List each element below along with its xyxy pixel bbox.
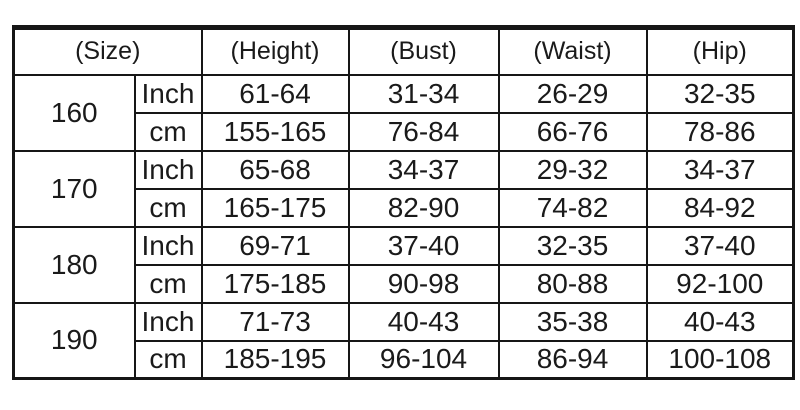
hip-cell: 100-108	[647, 341, 794, 379]
height-cell: 69-71	[202, 227, 349, 265]
bust-cell: 76-84	[349, 113, 499, 151]
hip-cell: 78-86	[647, 113, 794, 151]
height-cell: 175-185	[202, 265, 349, 303]
bust-cell: 34-37	[349, 151, 499, 189]
header-waist: (Waist)	[499, 28, 647, 75]
bust-cell: 31-34	[349, 75, 499, 113]
table-row	[14, 227, 794, 265]
hip-cell: 32-35	[647, 75, 794, 113]
header-hip: (Hip)	[647, 28, 794, 75]
unit-cell: Inch	[135, 303, 202, 341]
unit-cell: Inch	[135, 151, 202, 189]
unit-cell: cm	[135, 265, 202, 303]
waist-cell: 29-32	[499, 151, 647, 189]
hip-cell: 34-37	[647, 151, 794, 189]
hip-cell: 37-40	[647, 227, 794, 265]
unit-cell: Inch	[135, 227, 202, 265]
height-cell: 65-68	[202, 151, 349, 189]
height-cell: 165-175	[202, 189, 349, 227]
waist-cell: 86-94	[499, 341, 647, 379]
height-cell: 61-64	[202, 75, 349, 113]
height-cell: 155-165	[202, 113, 349, 151]
bust-cell: 82-90	[349, 189, 499, 227]
size-cell-190: 190	[14, 303, 135, 379]
header-row	[14, 28, 794, 75]
unit-cell: cm	[135, 341, 202, 379]
hip-cell: 92-100	[647, 265, 794, 303]
size-cell-180: 180	[14, 227, 135, 303]
waist-cell: 26-29	[499, 75, 647, 113]
bust-cell: 40-43	[349, 303, 499, 341]
hip-cell: 84-92	[647, 189, 794, 227]
size-chart-table	[12, 25, 795, 380]
height-cell: 71-73	[202, 303, 349, 341]
unit-cell: cm	[135, 113, 202, 151]
hip-cell: 40-43	[647, 303, 794, 341]
waist-cell: 74-82	[499, 189, 647, 227]
bust-cell: 90-98	[349, 265, 499, 303]
table-row	[14, 75, 794, 113]
unit-cell: Inch	[135, 75, 202, 113]
waist-cell: 32-35	[499, 227, 647, 265]
bust-cell: 37-40	[349, 227, 499, 265]
unit-cell: cm	[135, 189, 202, 227]
height-cell: 185-195	[202, 341, 349, 379]
header-size: (Size)	[14, 28, 202, 75]
waist-cell: 35-38	[499, 303, 647, 341]
header-bust: (Bust)	[349, 28, 499, 75]
bust-cell: 96-104	[349, 341, 499, 379]
waist-cell: 66-76	[499, 113, 647, 151]
table-row	[14, 151, 794, 189]
size-cell-170: 170	[14, 151, 135, 227]
table-row	[14, 303, 794, 341]
header-height: (Height)	[202, 28, 349, 75]
waist-cell: 80-88	[499, 265, 647, 303]
size-cell-160: 160	[14, 75, 135, 151]
